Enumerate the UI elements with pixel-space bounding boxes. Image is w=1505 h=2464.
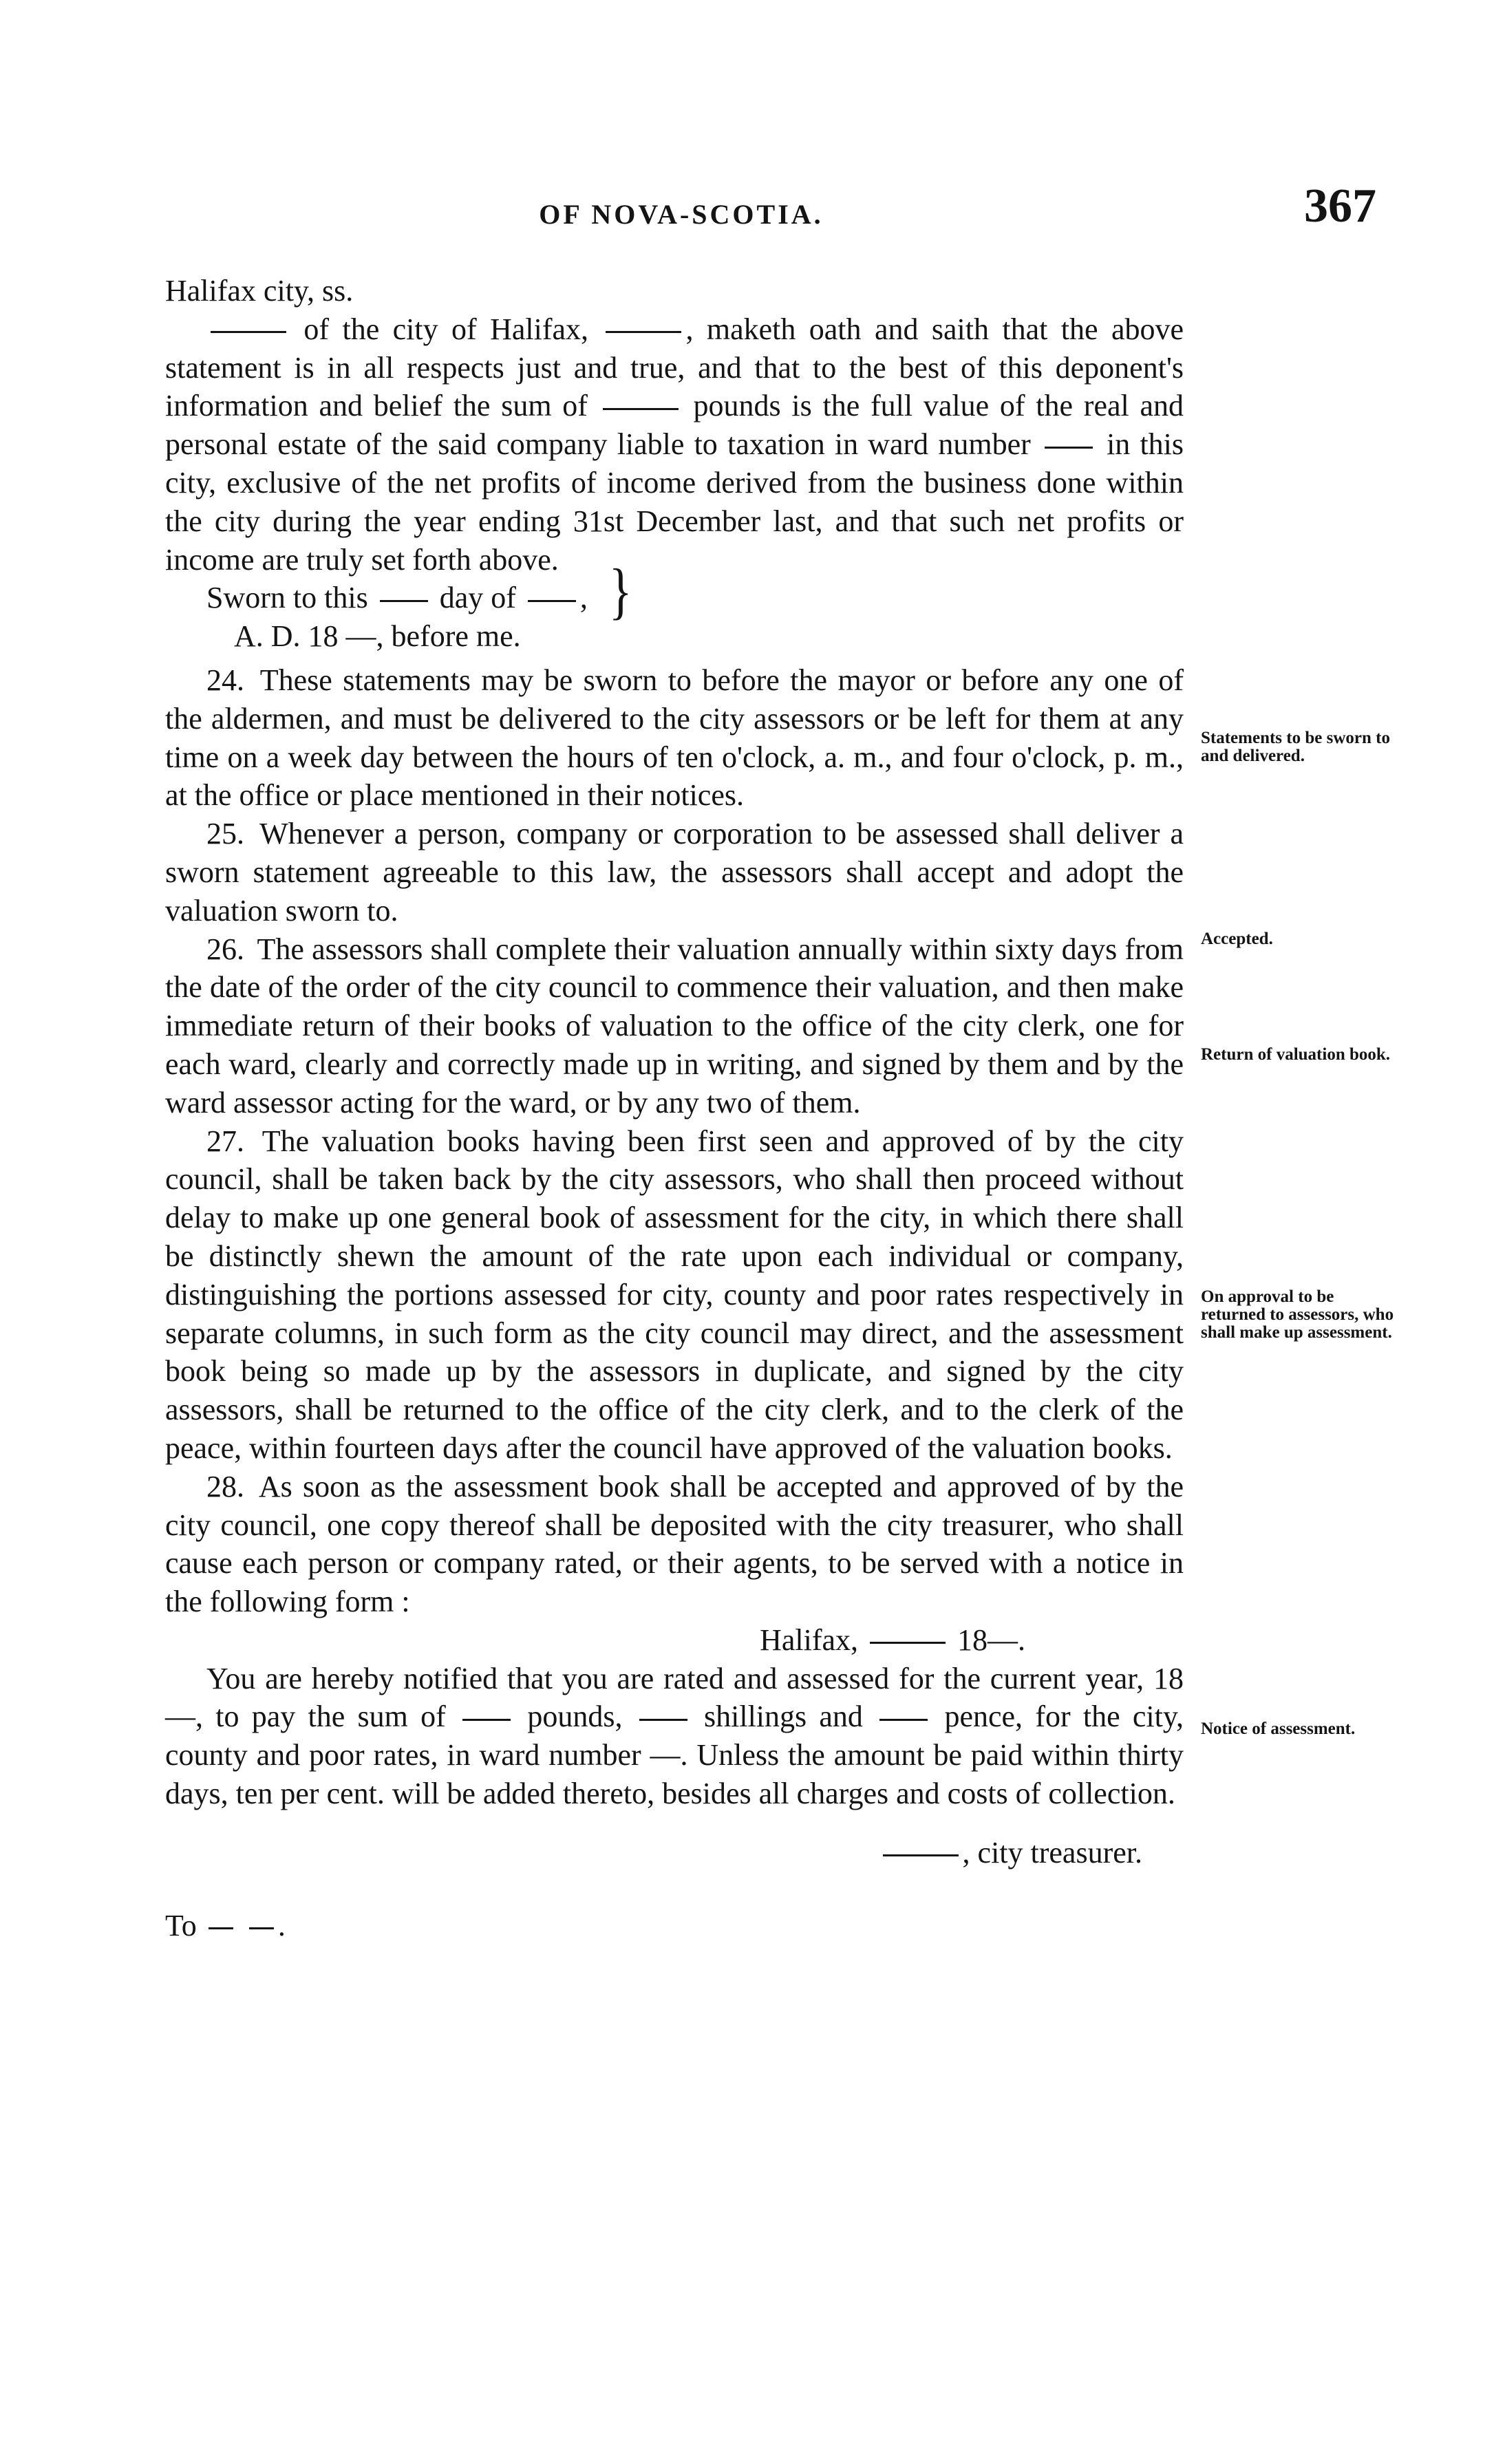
oath-text-a: that the above statement is in all respects just and true, and that to the best of this deponent's information and belief the sum of [165,312,1184,423]
sworn-a: Sworn to this [206,581,368,615]
section-text: These statements may be sworn to before the mayor or before any one of the aldermen, and must be delivered to the city assessors or be left for them at any time on a week day between the hours of ten o'clock, a. m., and four o'clock, p. m., at the office or place mentioned in their notices. [165,663,1184,813]
notice-text-a: You are hereby notified that you are rated and assessed for the current year, 18—, to pay the sum of [165,1661,1184,1734]
page-body [165,272,1184,1945]
blank-line [211,331,286,333]
section-27 [165,1122,1184,1468]
notice-text-c: shillings and [704,1700,863,1734]
notice-text-b: pounds, [527,1700,623,1734]
sworn-line1 [206,557,1184,627]
running-head: OF NOVA-SCOTIA. [539,199,824,230]
oath-text-c: in this city, exclusive of the net profits of income derived from the business done within the city during the year ending 31st December last, and that such net profits or income are truly set forth above. [165,427,1184,577]
section-number: 26. [206,932,244,966]
section-text: The valuation books having been first seen and approved of by the city council, shall be taken back by the city assessors, who shall then proceed without delay to make up one general book of assessment for the city, in which there shall be distinctly shewn the amount of the rate upon each individual or company, distinguishing the portions assessed for city, county and poor rates respectively in separate columns, in such form as the city council may direct, and the assessment book being so made up by the assessors in duplicate, and signed by the city assessors, shall be returned to the office of the city clerk, and to the clerk of the peace, within fourteen days after the council have approved of the valuation books. [165,1124,1184,1465]
dateline-a: Halifax, [760,1622,858,1657]
signature-line [165,1834,1184,1872]
signature-text: , city treasurer. [962,1835,1142,1870]
section-text: Whenever a person, company or corporation to be assessed shall deliver a sworn statement agreeable to this law, the assessors shall accept and adopt the valuation sworn to. [165,817,1184,928]
section-number: 25. [206,817,244,851]
margin-note: Return of valuation book. [1201,1045,1391,1064]
notice-text-d: pence, for the city, county and poor rates, in ward number —. Unless the amount be paid within thirty days, ten per cent. will be added thereto, besides all charges and costs of collection. [165,1700,1184,1811]
section-text: As soon as the assessment book shall be accepted and approved of by the city council, one copy thereof shall be deposited with the city treasurer, who shall cause each person or company rated, or their agents, to be served with a notice in the following form : [165,1469,1184,1619]
section-number: 27. [206,1124,244,1158]
blank-line [606,331,681,333]
notice-text [165,1660,1184,1813]
blank-line [249,1927,274,1929]
margin-note: Notice of assessment. [1201,1720,1356,1738]
section-25 [165,815,1184,930]
blank-line [870,1642,946,1644]
page-number: 367 [1304,180,1376,233]
blank-line [883,1854,959,1856]
blank-line [639,1719,687,1721]
page-header [165,179,1376,261]
sworn-c: , [579,581,588,615]
section-text: The assessors shall complete their valuation annually within sixty days from the date of the order of the city council to commence their valuation, and then make immediate return of their books of valuation to the office of the city clerk, one for each ward, clearly and correctly made up in writing, and signed by them and by the ward assessor acting for the ward, or by any two of them. [165,932,1184,1119]
section-28 [165,1468,1184,1621]
sworn-block [165,557,1184,656]
margin-note: Accepted. [1201,930,1273,948]
oath-text-b: pounds is the full value of the real and personal estate of the said company liable to taxation in ward number [165,389,1184,462]
brace-mark: } [608,557,632,627]
blank-line [462,1719,511,1721]
sworn-b: day of [439,581,516,615]
addressee-text: To [165,1908,197,1942]
blank-line [1045,447,1093,449]
section-number: 24. [206,663,244,697]
oath-line1-b: , maketh oath and saith [685,312,989,346]
blank-line [209,1927,233,1929]
blank-line [380,600,428,602]
blank-line [528,600,576,602]
oath-venue: Halifax city, ss. [165,274,354,308]
section-26 [165,930,1184,1122]
section-24 [165,661,1184,815]
margin-note: On approval to be returned to assessors, who shall make up assessment. [1201,1287,1394,1342]
oath-paragraph [165,310,1184,579]
blank-line [603,408,679,410]
dateline-b: 18—. [957,1622,1025,1657]
margin-note: Statements to be sworn to and delivered. [1201,729,1390,765]
addressee-line: To . [165,1908,286,1942]
section-number: 28. [206,1469,244,1503]
blank-line [879,1719,928,1721]
oath-line1-a: of the city of Halifax, [303,312,589,346]
notice-dateline [165,1621,1184,1660]
sworn-line2: A. D. 18 —, before me. [234,619,521,654]
